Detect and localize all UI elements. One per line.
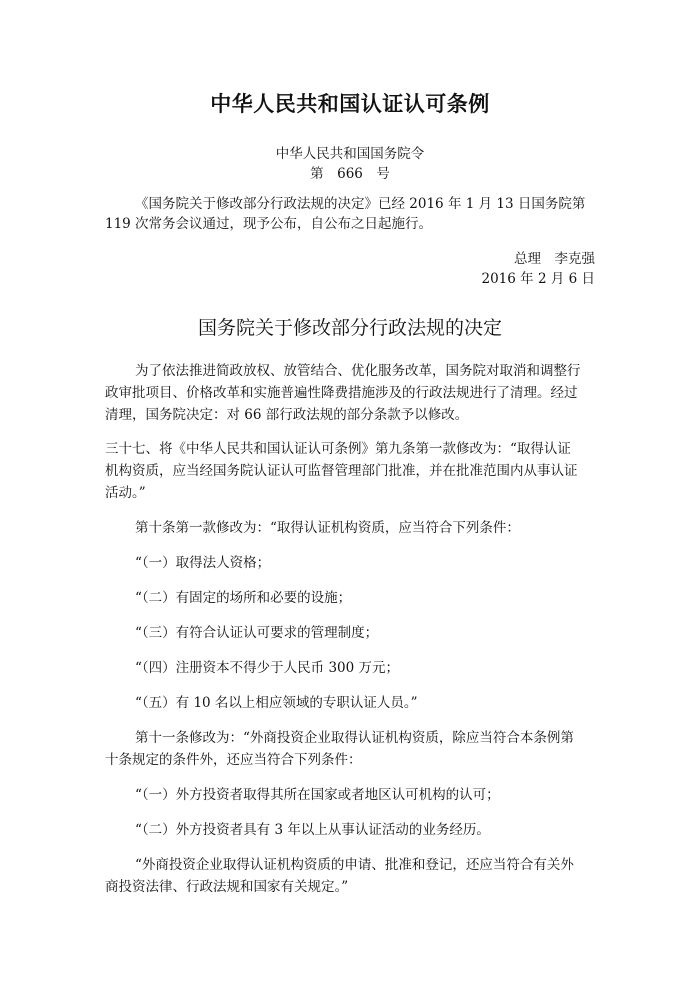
art11-closing-line-2: 商投资法律、行政法规和国家有关规定。” (105, 879, 349, 895)
document-title: 中华人民共和国认证认可条例 (210, 92, 490, 116)
art10-condition-5: “（五）有 10 名以上相应领域的专职认证人员。” (135, 695, 418, 711)
intro-line-1: 为了依法推进简政放权、放管结合、优化服务改革，国务院对取消和调整行 (135, 363, 581, 379)
decision-title: 国务院关于修改部分行政法规的决定 (197, 317, 502, 339)
order-number: 第 666 号 (310, 166, 390, 182)
art10-condition-3: “（三）有符合认证认可要求的管理制度； (135, 625, 379, 641)
art10-condition-1: “（一）取得法人资格； (135, 555, 271, 571)
item37-line-2: 机构资质，应当经国务院认证认可监督管理部门批准，并在批准范围内从事认证 (105, 463, 578, 479)
art11-intro-line-1: 第十一条修改为：“外商投资企业取得认证机构资质，除应当符合本条例第 (135, 730, 574, 746)
art11-condition-1: “（一）外方投资者取得其所在国家或者地区认可机构的认可； (135, 787, 500, 803)
preamble-line-1: 《国务院关于修改部分行政法规的决定》已经 2016 年 1 月 13 日国务院第 (135, 196, 586, 212)
intro-line-2: 政审批项目、价格改革和实施普遍性降费措施涉及的行政法规进行了清理。经过 (105, 385, 578, 401)
art11-closing-line-1: “外商投资企业取得认证机构资质的申请、批准和登记，还应当符合有关外 (135, 857, 574, 873)
item37-line-3: 活动。” (105, 485, 146, 501)
issuer-line: 中华人民共和国国务院令 (275, 146, 425, 162)
art10-condition-4: “（四）注册资本不得少于人民币 300 万元； (135, 660, 400, 676)
art11-intro-line-2: 十条规定的条件外，还应当符合下列条件： (105, 752, 362, 768)
signature-date: 2016 年 2 月 6 日 (481, 271, 595, 287)
preamble-line-2: 119 次常务会议通过，现予公布，自公布之日起施行。 (105, 216, 433, 232)
signature: 总理 李克强 (514, 251, 595, 267)
intro-line-3: 清理，国务院决定：对 66 部行政法规的部分条款予以修改。 (105, 407, 469, 423)
art10-condition-2: “（二）有固定的场所和必要的设施； (135, 590, 352, 606)
art10-intro: 第十条第一款修改为：“取得认证机构资质，应当符合下列条件： (135, 520, 520, 536)
art11-condition-2: “（二）外方投资者具有 3 年以上从事认证活动的业务经历。 (135, 822, 490, 838)
item37-line-1: 三十七、将《中华人民共和国认证认可条例》第九条第一款修改为：“取得认证 (105, 441, 571, 457)
